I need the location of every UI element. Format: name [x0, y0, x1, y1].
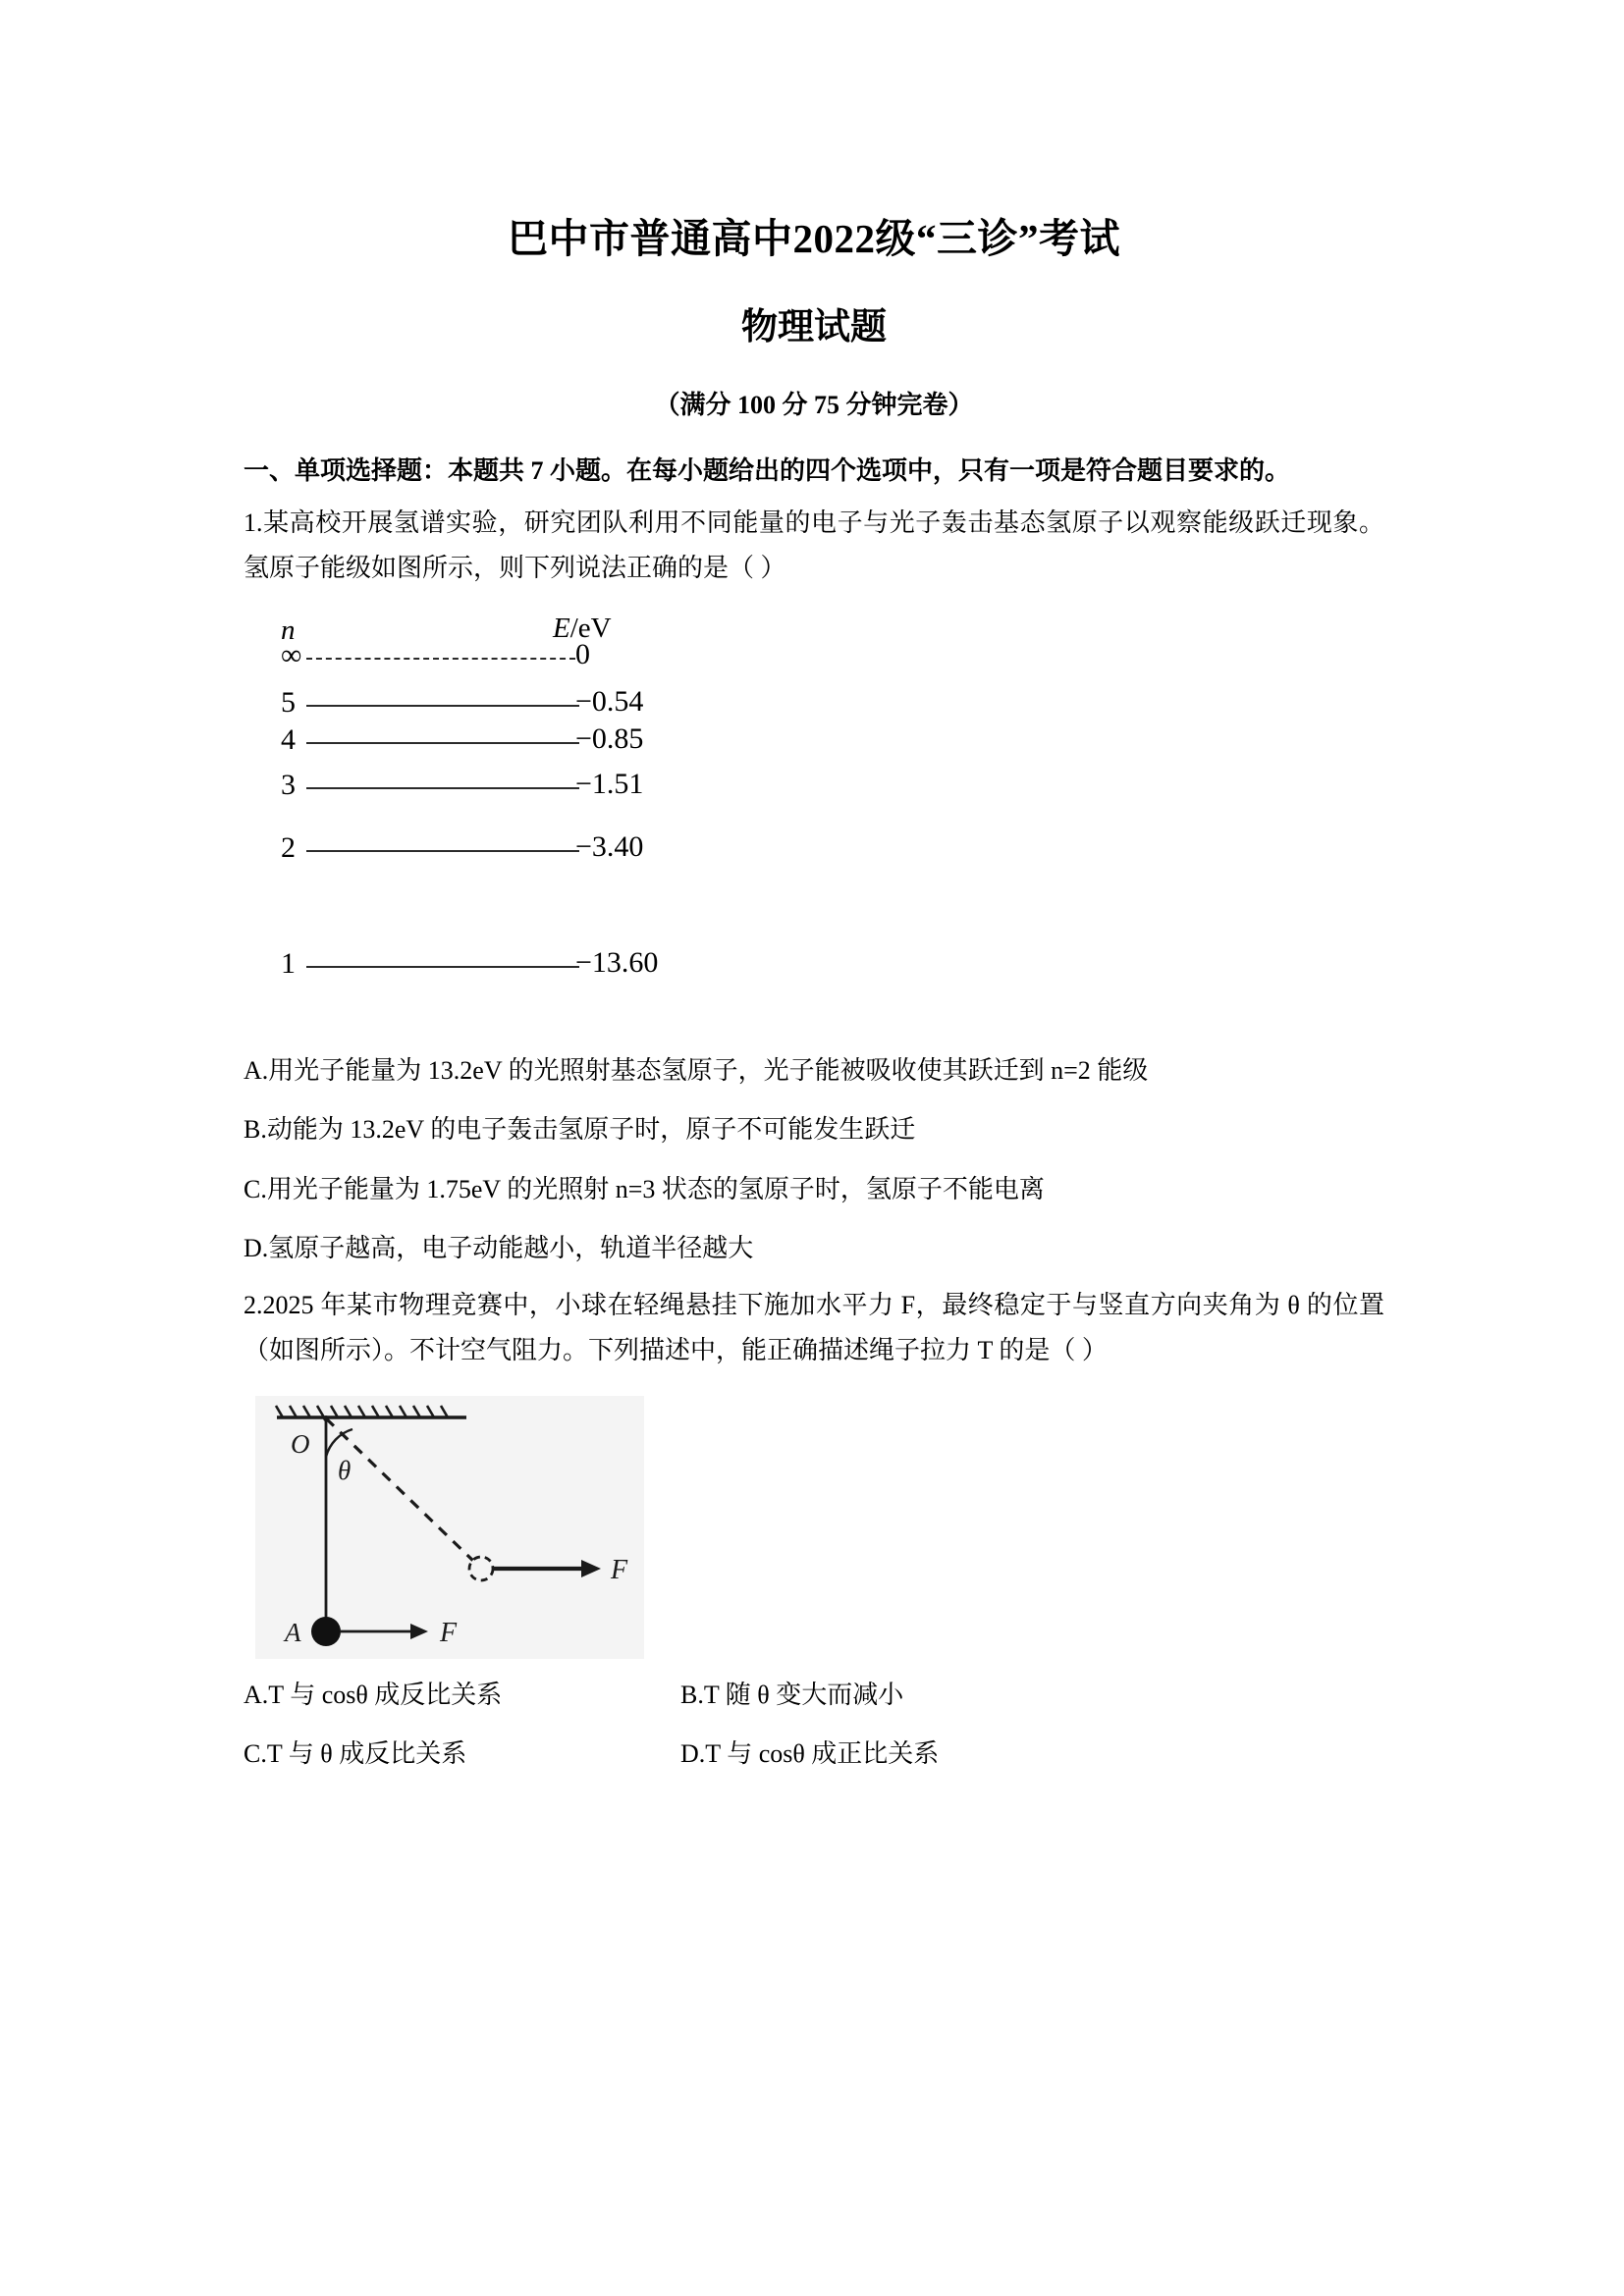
energy-level-n: 5	[281, 686, 296, 720]
energy-level-value: −1.51	[575, 768, 644, 801]
pendulum-label-rest-ball: A	[285, 1617, 301, 1647]
pendulum-label-pivot: O	[291, 1428, 310, 1459]
energy-level-line	[306, 658, 575, 660]
energy-level-n: 3	[281, 769, 296, 802]
rope-displaced-dashed	[326, 1418, 475, 1563]
question-2-stem: 2.2025 年某市物理竞赛中，小球在轻绳悬挂下施加水平力 F，最终稳定于与竖直方向夹角为 θ 的位置（如图所示）。不计空气阻力。下列描述中，能正确描述绳子拉力 T 的是（ ）	[244, 1291, 1384, 1365]
question-1-option-c: C.用光子能量为 1.75eV 的光照射 n=3 状态的氢原子时，氢原子不能电离	[244, 1174, 1045, 1203]
question-1-option-b: B.动能为 13.2eV 的电子轰击氢原子时，原子不可能发生跃迁	[244, 1115, 916, 1145]
energy-level-line	[306, 850, 579, 852]
pendulum-label-angle: θ	[338, 1455, 352, 1485]
energy-level-n: 1	[281, 947, 296, 981]
figure-pendulum-with-horizontal-force	[255, 1396, 644, 1659]
energy-level-value: 0	[575, 638, 590, 671]
question-2-option-d: D.T 与 cosθ 成正比关系	[680, 1738, 940, 1768]
energy-level-value: −13.60	[575, 946, 659, 980]
score-and-time-note: （满分 100 分 75 分钟完卷）	[654, 390, 974, 419]
energy-level-value: −0.85	[575, 722, 644, 756]
force-arrowhead-lower	[410, 1624, 428, 1639]
question-2-option-a: A.T 与 cosθ 成反比关系	[244, 1680, 503, 1709]
energy-level-n: 2	[281, 831, 296, 865]
energy-axis-unit: /eV	[569, 613, 612, 645]
energy-level-line	[306, 787, 579, 789]
energy-level-n: ∞	[281, 639, 302, 672]
pendulum-label-force-lower: F	[440, 1617, 458, 1648]
energy-diagram-axis-n-label: n	[281, 614, 296, 647]
figure-hydrogen-energy-levels	[281, 613, 732, 981]
pendulum-diagram-svg	[255, 1396, 644, 1659]
question-1-stem: 1.某高校开展氢谱实验，研究团队利用不同能量的电子与光子轰击基态氢原子以观察能级跃迁现象。氢原子能级如图所示，则下列说法正确的是（ ）	[244, 507, 1384, 582]
energy-axis-symbol: E	[553, 613, 570, 645]
question-2-option-b: B.T 随 θ 变大而减小	[680, 1680, 904, 1709]
question-1-option-a: A.用光子能量为 13.2eV 的光照射基态氢原子，光子能被吸收使其跃迁到 n=2 能级	[244, 1056, 1149, 1086]
energy-level-line	[306, 966, 579, 968]
energy-level-value: −3.40	[575, 830, 644, 864]
question-1-option-d: D.氢原子越高，电子动能越小，轨道半径越大	[244, 1233, 754, 1262]
page-subtitle: 物理试题	[741, 307, 887, 348]
section-one-heading: 一、单项选择题：本题共 7 小题。在每小题给出的四个选项中，只有一项是符合题目要求的。	[244, 456, 1291, 486]
ball-displaced-icon	[469, 1557, 493, 1580]
force-arrowhead-upper	[581, 1560, 601, 1577]
ball-rest-icon	[311, 1617, 341, 1646]
pendulum-label-force-upper: F	[611, 1554, 628, 1585]
ceiling-icon	[276, 1406, 466, 1417]
question-2-option-c: C.T 与 θ 成反比关系	[244, 1738, 467, 1768]
page-title: 巴中市普通高中2022级“三诊”考试	[508, 216, 1120, 261]
question-2-options-row-2	[244, 1718, 1384, 1777]
question-2-options-row-1	[244, 1659, 1384, 1718]
energy-level-line	[306, 742, 579, 744]
figure-one-spacer	[244, 929, 1384, 1035]
energy-level-n: 4	[281, 723, 296, 757]
energy-level-line	[306, 705, 579, 707]
energy-level-value: −0.54	[575, 685, 644, 719]
